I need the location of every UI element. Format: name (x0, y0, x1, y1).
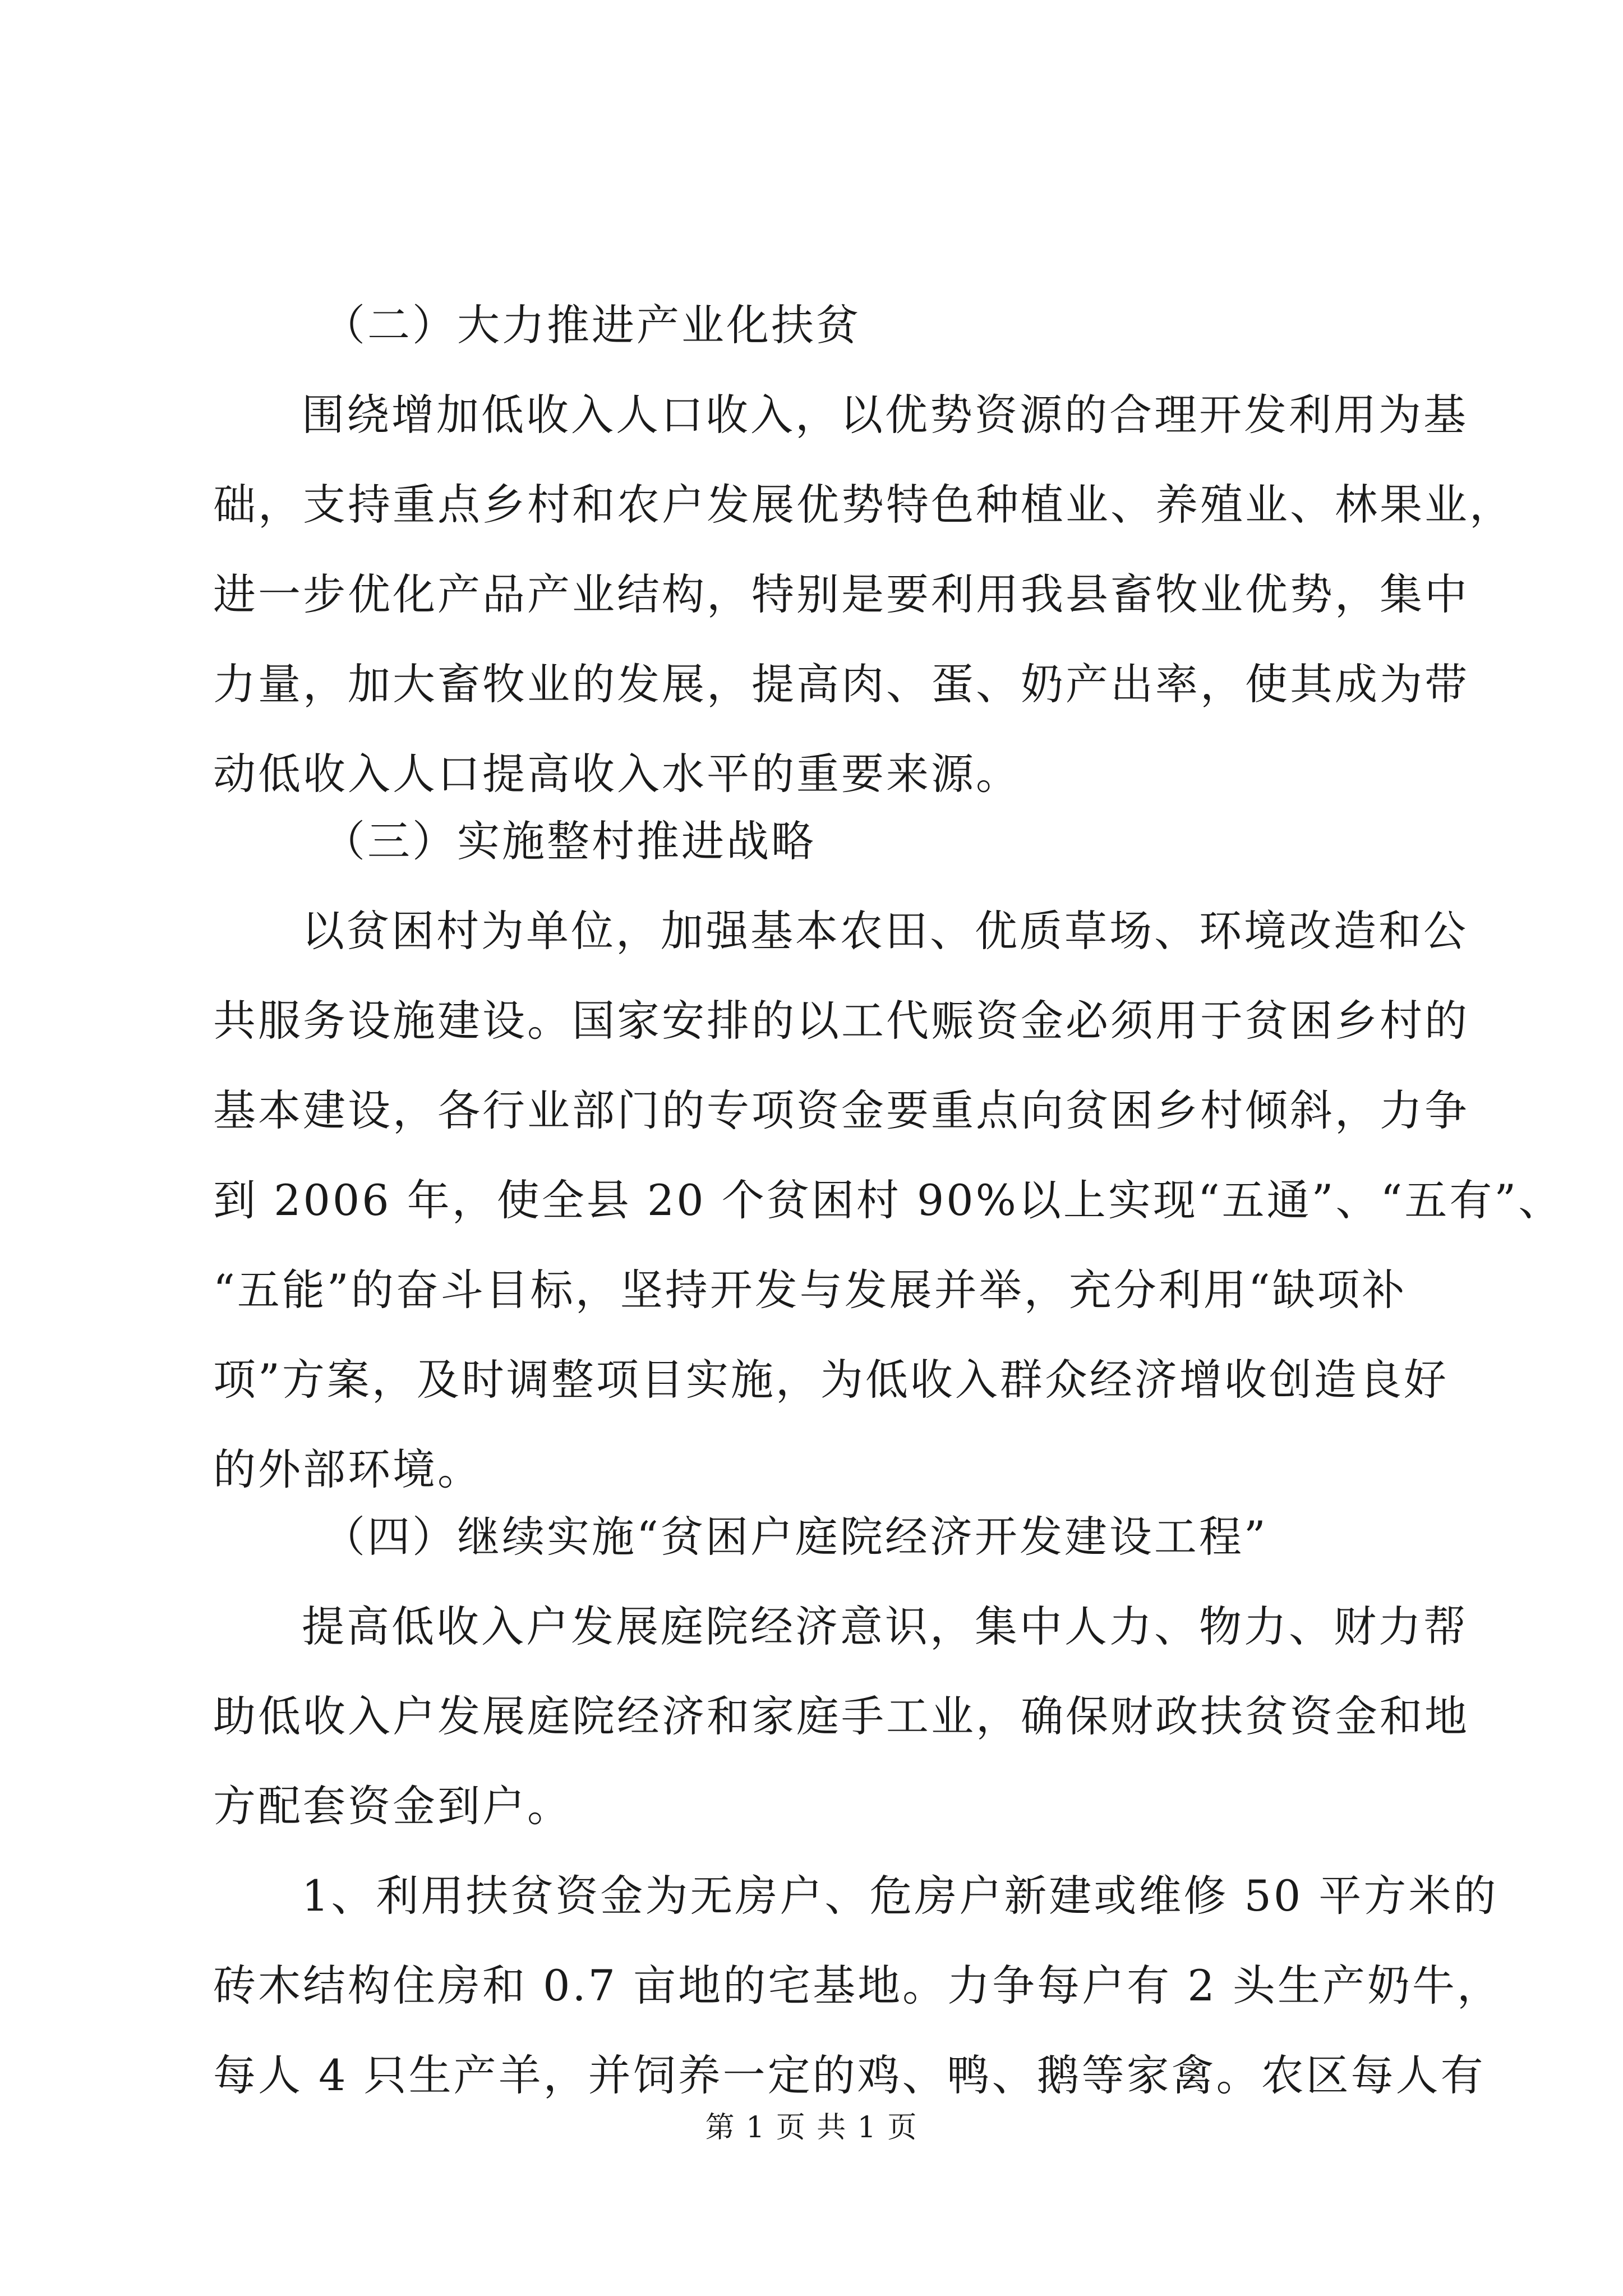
paragraph-line: 的外部环境。 (213, 1444, 482, 1494)
heading-section-3: （三）实施整村推进战略 (322, 816, 816, 866)
paragraph-line: 础，支持重点乡村和农户发展优势特色种植业、养殖业、林果业， (213, 480, 1514, 530)
paragraph-line: 共服务设施建设。国家安排的以工代赈资金必须用于贫困乡村的 (213, 996, 1469, 1046)
paragraph-line: 以贫困村为单位，加强基本农田、优质草场、环境改造和公 (302, 906, 1468, 956)
paragraph-line: 围绕增加低收入人口收入，以优势资源的合理开发利用为基 (302, 390, 1468, 440)
paragraph-line: 基本建设，各行业部门的专项资金要重点向贫困乡村倾斜，力争 (213, 1085, 1469, 1135)
paragraph-line: 动低收入人口提高收入水平的重要来源。 (213, 749, 1021, 799)
paragraph-line: 1、利用扶贫资金为无房户、危房户新建或维修 50 平方米的 (302, 1871, 1498, 1921)
paragraph-line: 助低收入户发展庭院经济和家庭手工业，确保财政扶贫资金和地 (213, 1691, 1469, 1741)
page-footer: 第 1 页 共 1 页 (705, 2111, 918, 2145)
heading-section-4: （四）继续实施“贫困户庭院经济开发建设工程” (322, 1512, 1268, 1562)
heading-section-2: （二）大力推进产业化扶贫 (322, 300, 861, 350)
paragraph-line: 力量，加大畜牧业的发展，提高肉、蛋、奶产出率，使其成为带 (213, 659, 1469, 709)
paragraph-line: 方配套资金到户。 (213, 1781, 572, 1831)
paragraph-line: 到 2006 年，使全县 20 个贫困村 90%以上实现“五通”、“五有”、 (213, 1175, 1564, 1225)
paragraph-line: 项”方案，及时调整项目实施，为低收入群众经济增收创造良好 (213, 1355, 1449, 1405)
paragraph-line: 砖木结构住房和 0.7 亩地的宅基地。力争每户有 2 头生产奶牛， (213, 1961, 1502, 2010)
paragraph-line: 进一步优化产品产业结构，特别是要利用我县畜牧业优势，集中 (213, 569, 1469, 619)
paragraph-line: 提高低收入户发展庭院经济意识，集中人力、物力、财力帮 (302, 1602, 1468, 1651)
paragraph-line: “五能”的奋斗目标，坚持开发与发展并举，充分利用“缺项补 (213, 1265, 1407, 1315)
paragraph-line: 每人 4 只生产羊，并饲养一定的鸡、鸭、鹅等家禽。农区每人有 (213, 2050, 1486, 2100)
